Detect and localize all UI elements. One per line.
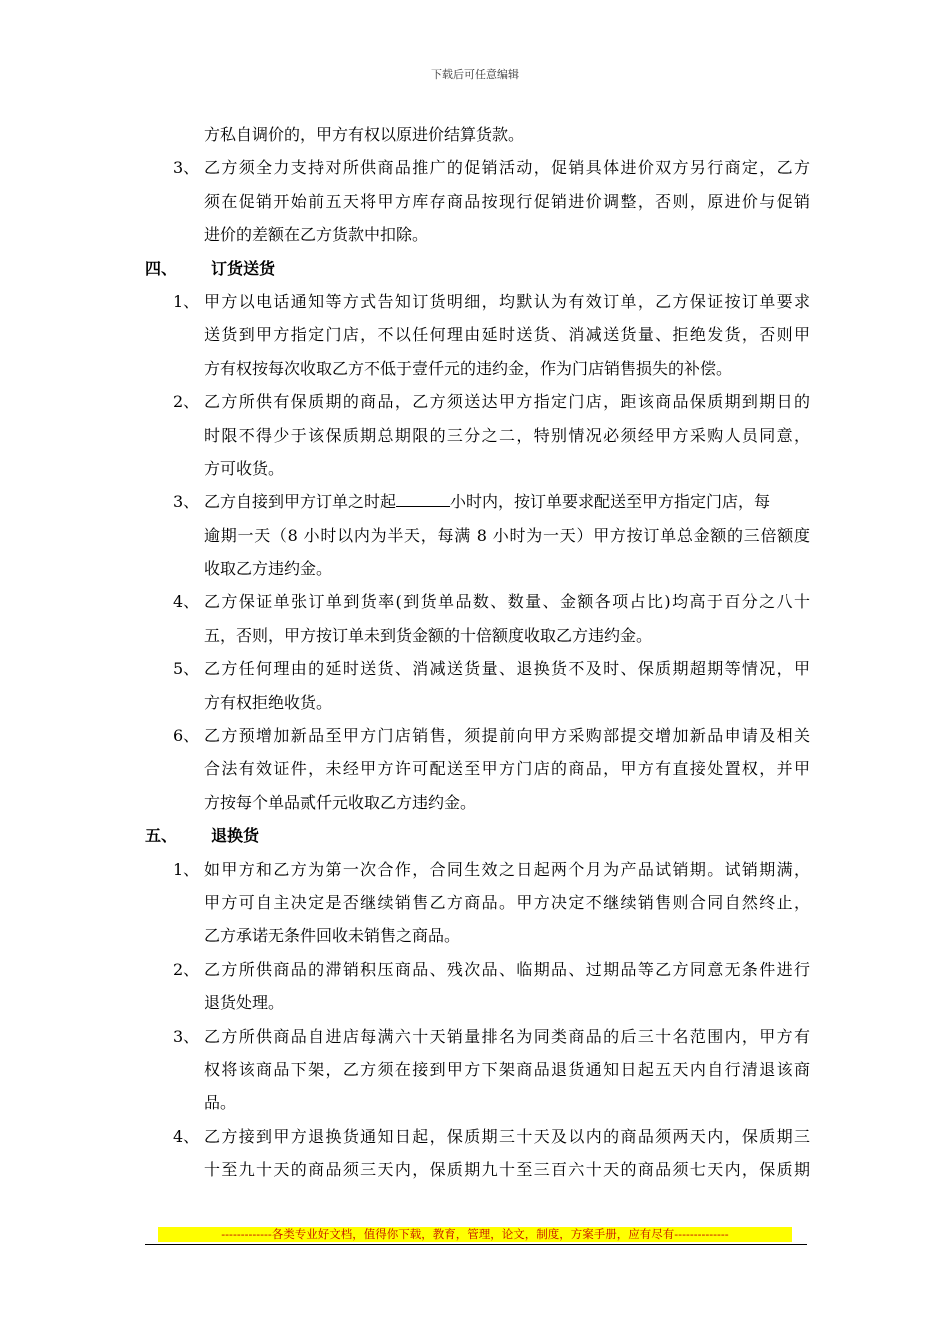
continuation-line	[145, 1153, 810, 1186]
clause-text: 方可收货。	[204, 458, 285, 478]
continuation-line	[145, 552, 810, 585]
section-title: 退换货	[211, 826, 260, 846]
clause-number: 1、	[173, 291, 200, 311]
clause-text: 乙方承诺无条件回收未销售之商品。	[204, 926, 461, 946]
continuation-line	[145, 118, 810, 151]
section-heading	[145, 819, 810, 852]
clause-text: 甲方可自主决定是否继续销售乙方商品。甲方决定不继续销售则合同自然终止，	[204, 892, 810, 912]
continuation-line	[145, 786, 810, 819]
clause-text: 权将该商品下架，乙方须在接到甲方下架商品退货通知日起五天内自行清退该商	[204, 1059, 810, 1079]
clause-number: 3、	[173, 158, 200, 178]
section-title: 订货送货	[211, 258, 276, 278]
clause-line	[145, 719, 810, 752]
continuation-line	[145, 218, 810, 251]
clause-line	[145, 1120, 810, 1153]
clause-text: 十至九十天的商品须三天内，保质期九十至三百六十天的商品须七天内，保质期	[204, 1160, 810, 1180]
clause-line	[145, 485, 810, 518]
clause-number: 5、	[173, 659, 200, 679]
footer-banner: -------------各类专业好文档，值得你下载，教育，管理，论文，制度，方案手册，应有尽有--------------	[158, 1227, 792, 1242]
section-number: 五、	[145, 826, 178, 846]
continuation-line	[145, 986, 810, 1019]
continuation-line	[145, 419, 810, 452]
clause-text	[204, 485, 770, 518]
continuation-line	[145, 352, 810, 385]
clause-line	[145, 385, 810, 418]
clause-number: 1、	[173, 859, 200, 879]
footer-divider	[145, 1244, 807, 1245]
clause-text: 乙方预增加新品至甲方门店销售，须提前向甲方采购部提交增加新品申请及相关	[204, 726, 810, 746]
continuation-line	[145, 919, 810, 952]
section-heading	[145, 252, 810, 285]
clause-text: 五，否则，甲方按订单未到货金额的十倍额度收取乙方违约金。	[204, 625, 653, 645]
clause-line	[145, 151, 810, 184]
clause-text: 乙方任何理由的延时送货、消减送货量、退换货不及时、保质期超期等情况，甲	[204, 659, 810, 679]
clause-text: 进价的差额在乙方货款中扣除。	[204, 225, 429, 245]
clause-text: 收取乙方违约金。	[204, 559, 333, 579]
continuation-line	[145, 185, 810, 218]
clause-text: 乙方须全力支持对所供商品推广的促销活动，促销具体进价双方另行商定，乙方	[204, 158, 810, 178]
clause-line	[145, 285, 810, 318]
clause-text: 须在促销开始前五天将甲方库存商品按现行促销进价调整，否则，原进价与促销	[204, 191, 810, 211]
clause-number: 4、	[173, 1126, 200, 1146]
clause-number: 4、	[173, 592, 200, 612]
continuation-line	[145, 619, 810, 652]
clause-number: 3、	[173, 492, 200, 512]
clause-text: 乙方所供有保质期的商品，乙方须送达甲方指定门店，距该商品保质期到期日的	[204, 392, 810, 412]
clause-text: 方有权拒绝收货。	[204, 692, 333, 712]
clause-text: 品。	[204, 1093, 237, 1113]
clause-text: 乙方保证单张订单到货率(到货单品数、数量、金额各项占比)均高于百分之八十	[204, 592, 810, 612]
continuation-line	[145, 452, 810, 485]
clause-line	[145, 652, 810, 685]
clause-text: 逾期一天（8 小时以内为半天，每满 8 小时为一天）甲方按订单总金额的三倍额度	[204, 525, 810, 545]
clause-line	[145, 585, 810, 618]
clause-text: 甲方以电话通知等方式告知订货明细，均默认为有效订单，乙方保证按订单要求	[204, 291, 810, 311]
clause-text: 乙方接到甲方退换货通知日起，保质期三十天及以内的商品须两天内，保质期三	[204, 1126, 810, 1146]
continuation-line	[145, 1053, 810, 1086]
continuation-line	[145, 886, 810, 919]
continuation-line	[145, 752, 810, 785]
continuation-line	[145, 519, 810, 552]
clause-number: 2、	[173, 959, 200, 979]
clause-text: 方有权按每次收取乙方不低于壹仟元的违约金，作为门店销售损失的补偿。	[204, 358, 733, 378]
clause-line	[145, 953, 810, 986]
continuation-line	[145, 1086, 810, 1119]
fill-in-blank	[396, 488, 450, 507]
clause-text-before-blank: 乙方自接到甲方订单之时起	[204, 492, 397, 512]
clause-text: 乙方所供商品自进店每满六十天销量排名为同类商品的后三十名范围内，甲方有	[204, 1026, 810, 1046]
clause-text: 乙方所供商品的滞销积压商品、残次品、临期品、过期品等乙方同意无条件进行	[204, 959, 810, 979]
clause-text: 方按每个单品贰仟元收取乙方违约金。	[204, 792, 477, 812]
page-header: 下载后可任意编辑	[431, 68, 519, 81]
clause-line	[145, 1020, 810, 1053]
clause-number: 6、	[173, 726, 200, 746]
document-body	[145, 118, 810, 1187]
continuation-line	[145, 318, 810, 351]
clause-text: 送货到甲方指定门店，不以任何理由延时送货、消减送货量、拒绝发货，否则甲	[204, 325, 810, 345]
clause-number: 2、	[173, 392, 200, 412]
clause-text: 方私自调价的，甲方有权以原进价结算货款。	[204, 125, 525, 144]
clause-text: 如甲方和乙方为第一次合作，合同生效之日起两个月为产品试销期。试销期满，	[204, 859, 810, 879]
clause-text: 合法有效证件，未经甲方许可配送至甲方门店的商品，甲方有直接处置权，并甲	[204, 759, 810, 779]
section-number: 四、	[145, 258, 178, 278]
clause-text-after-blank: 小时内，按订单要求配送至甲方指定门店，每	[450, 492, 771, 512]
clause-text: 退货处理。	[204, 993, 285, 1013]
clause-text: 时限不得少于该保质期总期限的三分之二，特别情况必须经甲方采购人员同意，	[204, 425, 810, 445]
clause-number: 3、	[173, 1026, 200, 1046]
continuation-line	[145, 686, 810, 719]
clause-line	[145, 853, 810, 886]
